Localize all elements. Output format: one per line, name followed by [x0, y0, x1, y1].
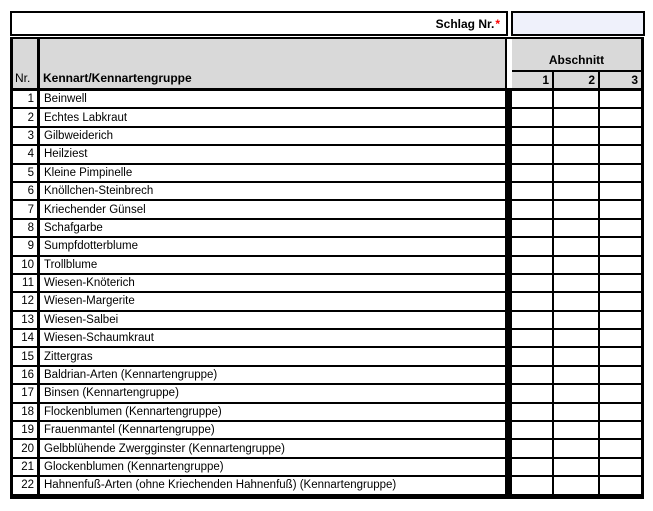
species-name: Echtes Labkraut	[40, 109, 507, 127]
abschnitt-1-cell[interactable]	[512, 477, 554, 495]
species-name: Sumpfdotterblume	[40, 238, 507, 256]
species-name: Baldrian-Arten (Kennartengruppe)	[40, 367, 507, 385]
abschnitt-2-cell[interactable]	[554, 348, 600, 366]
abschnitt-1-cell[interactable]	[512, 91, 554, 109]
species-name: Flockenblumen (Kennartengruppe)	[40, 404, 507, 422]
abschnitt-1-cell[interactable]	[512, 422, 554, 440]
schlag-nr-input[interactable]	[511, 11, 645, 36]
abschnitt-group-header: Abschnitt	[512, 39, 644, 72]
abschnitt-3-cell[interactable]	[600, 146, 644, 164]
row-number: 8	[13, 220, 40, 238]
abschnitt-2-cell[interactable]	[554, 367, 600, 385]
row-number: 2	[13, 109, 40, 127]
row-number: 19	[13, 422, 40, 440]
species-name: Kriechender Günsel	[40, 201, 507, 219]
abschnitt-2-cell[interactable]	[554, 459, 600, 477]
species-name: Hahnenfuß-Arten (ohne Kriechenden Hahnenfuß) (Kennartengruppe)	[40, 477, 507, 495]
abschnitt-1-cell[interactable]	[512, 183, 554, 201]
species-name: Trollblume	[40, 257, 507, 275]
abschnitt-1-cell[interactable]	[512, 367, 554, 385]
species-name: Knöllchen-Steinbrech	[40, 183, 507, 201]
row-number: 7	[13, 201, 40, 219]
abschnitt-1-cell[interactable]	[512, 440, 554, 458]
abschnitt-3-cell[interactable]	[600, 220, 644, 238]
species-name: Wiesen-Margerite	[40, 293, 507, 311]
abschnitt-2-cell[interactable]	[554, 183, 600, 201]
species-name: Heilziest	[40, 146, 507, 164]
abschnitt-2-cell[interactable]	[554, 220, 600, 238]
row-number: 21	[13, 459, 40, 477]
schlag-nr-label-box	[10, 11, 508, 36]
row-number: 12	[13, 293, 40, 311]
species-name: Wiesen-Knöterich	[40, 275, 507, 293]
abschnitt-2-cell[interactable]	[554, 404, 600, 422]
abschnitt-3-cell[interactable]	[600, 201, 644, 219]
required-asterisk: *	[495, 16, 500, 31]
abschnitt-col-1-header: 1	[512, 72, 554, 91]
abschnitt-1-cell[interactable]	[512, 109, 554, 127]
abschnitt-3-cell[interactable]	[600, 109, 644, 127]
row-number: 1	[13, 91, 40, 109]
abschnitt-3-cell[interactable]	[600, 348, 644, 366]
row-number: 4	[13, 146, 40, 164]
abschnitt-3-cell[interactable]	[600, 238, 644, 256]
abschnitt-3-cell[interactable]	[600, 459, 644, 477]
abschnitt-3-cell[interactable]	[600, 440, 644, 458]
abschnitt-3-cell[interactable]	[600, 367, 644, 385]
abschnitt-3-cell[interactable]	[600, 91, 644, 109]
abschnitt-1-cell[interactable]	[512, 165, 554, 183]
abschnitt-1-cell[interactable]	[512, 238, 554, 256]
row-number: 3	[13, 128, 40, 146]
row-number: 18	[13, 404, 40, 422]
row-number: 9	[13, 238, 40, 256]
row-number: 17	[13, 385, 40, 403]
abschnitt-3-cell[interactable]	[600, 293, 644, 311]
abschnitt-1-cell[interactable]	[512, 312, 554, 330]
abschnitt-3-cell[interactable]	[600, 385, 644, 403]
species-column-header: Kennart/Kennartengruppe	[40, 39, 507, 91]
row-number: 11	[13, 275, 40, 293]
species-name: Binsen (Kennartengruppe)	[40, 385, 507, 403]
abschnitt-3-cell[interactable]	[600, 477, 644, 495]
abschnitt-1-cell[interactable]	[512, 404, 554, 422]
abschnitt-col-3-header: 3	[600, 72, 644, 91]
abschnitt-3-cell[interactable]	[600, 275, 644, 293]
abschnitt-3-cell[interactable]	[600, 422, 644, 440]
row-number: 15	[13, 348, 40, 366]
abschnitt-2-cell[interactable]	[554, 293, 600, 311]
species-name: Frauenmantel (Kennartengruppe)	[40, 422, 507, 440]
abschnitt-2-cell[interactable]	[554, 201, 600, 219]
row-number: 14	[13, 330, 40, 348]
abschnitt-1-cell[interactable]	[512, 275, 554, 293]
abschnitt-2-cell[interactable]	[554, 330, 600, 348]
abschnitt-2-cell[interactable]	[554, 91, 600, 109]
abschnitt-2-cell[interactable]	[554, 477, 600, 495]
abschnitt-3-cell[interactable]	[600, 128, 644, 146]
abschnitt-1-cell[interactable]	[512, 201, 554, 219]
row-number: 10	[13, 257, 40, 275]
species-name: Wiesen-Salbei	[40, 312, 507, 330]
abschnitt-2-cell[interactable]	[554, 128, 600, 146]
abschnitt-3-cell[interactable]	[600, 330, 644, 348]
species-name: Glockenblumen (Kennartengruppe)	[40, 459, 507, 477]
abschnitt-2-cell[interactable]	[554, 238, 600, 256]
abschnitt-2-cell[interactable]	[554, 165, 600, 183]
row-number: 22	[13, 477, 40, 495]
abschnitt-1-cell[interactable]	[512, 220, 554, 238]
abschnitt-1-cell[interactable]	[512, 330, 554, 348]
species-name: Gelbblühende Zwergginster (Kennartengruppe)	[40, 440, 507, 458]
kennarten-table	[10, 37, 644, 499]
row-number: 5	[13, 165, 40, 183]
row-number: 20	[13, 440, 40, 458]
abschnitt-col-2-header: 2	[554, 72, 600, 91]
abschnitt-3-cell[interactable]	[600, 165, 644, 183]
schlag-nr-label: Schlag Nr.	[435, 16, 495, 31]
abschnitt-2-cell[interactable]	[554, 385, 600, 403]
abschnitt-1-cell[interactable]	[512, 146, 554, 164]
abschnitt-1-cell[interactable]	[512, 385, 554, 403]
abschnitt-2-cell[interactable]	[554, 312, 600, 330]
abschnitt-3-cell[interactable]	[600, 183, 644, 201]
abschnitt-3-cell[interactable]	[600, 257, 644, 275]
abschnitt-1-cell[interactable]	[512, 128, 554, 146]
abschnitt-2-cell[interactable]	[554, 109, 600, 127]
species-name: Zittergras	[40, 348, 507, 366]
abschnitt-1-cell[interactable]	[512, 348, 554, 366]
abschnitt-2-cell[interactable]	[554, 275, 600, 293]
row-number: 13	[13, 312, 40, 330]
nr-column-header: Nr.	[13, 39, 40, 91]
abschnitt-3-cell[interactable]	[600, 312, 644, 330]
abschnitt-1-cell[interactable]	[512, 459, 554, 477]
species-name: Kleine Pimpinelle	[40, 165, 507, 183]
abschnitt-2-cell[interactable]	[554, 440, 600, 458]
abschnitt-2-cell[interactable]	[554, 146, 600, 164]
row-number: 16	[13, 367, 40, 385]
abschnitt-3-cell[interactable]	[600, 404, 644, 422]
species-name: Schafgarbe	[40, 220, 507, 238]
abschnitt-1-cell[interactable]	[512, 293, 554, 311]
abschnitt-2-cell[interactable]	[554, 257, 600, 275]
abschnitt-2-cell[interactable]	[554, 422, 600, 440]
row-number: 6	[13, 183, 40, 201]
species-name: Wiesen-Schaumkraut	[40, 330, 507, 348]
species-name: Gilbweiderich	[40, 128, 507, 146]
abschnitt-1-cell[interactable]	[512, 257, 554, 275]
species-name: Beinwell	[40, 91, 507, 109]
